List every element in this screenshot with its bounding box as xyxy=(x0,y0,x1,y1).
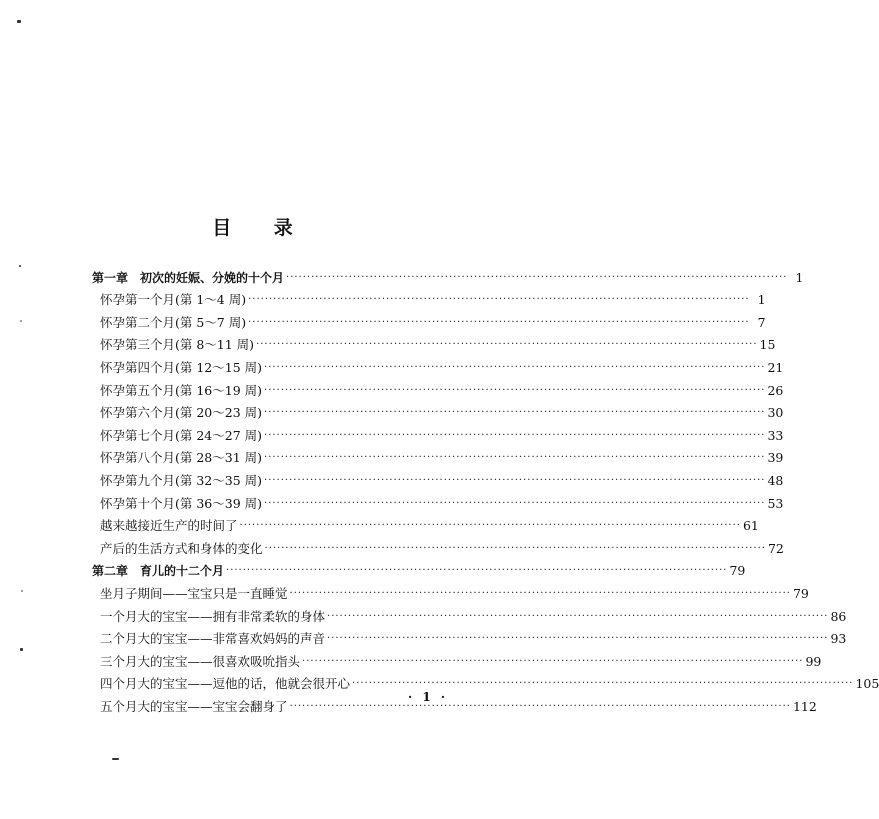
scan-speck xyxy=(20,320,22,322)
toc-entry-page: 105 xyxy=(855,676,879,692)
dot-leader: ························································································································ xyxy=(289,587,791,599)
toc-entry-label: 怀孕第十个月(第 36～39 周) xyxy=(100,495,263,511)
dot-leader: ························································································································ xyxy=(302,655,804,667)
toc-entry xyxy=(92,285,766,308)
toc-entry-label: 四个月大的宝宝——逗他的话，他就会很开心 xyxy=(100,676,351,692)
page-number: · 1 · xyxy=(408,690,449,704)
toc-chapter xyxy=(92,262,804,285)
toc-entry-page: 48 xyxy=(767,472,784,488)
dot-leader: ························································································································ xyxy=(264,452,766,464)
toc-entry-page: 79 xyxy=(792,585,809,601)
toc-entry xyxy=(92,398,784,421)
toc-entry xyxy=(92,352,784,375)
scan-speck xyxy=(19,265,21,267)
toc-entry-page: 1 xyxy=(795,269,804,285)
dot-leader: ························································································································ xyxy=(264,474,766,486)
toc-entry-label: 怀孕第七个月(第 24～27 周) xyxy=(100,427,263,443)
toc-entry-page: 79 xyxy=(729,563,746,579)
dot-leader: ························································································································ xyxy=(264,407,766,419)
toc-entry-label: 怀孕第二个月(第 5～7 周) xyxy=(100,314,247,330)
toc-entry-page: 15 xyxy=(759,337,776,353)
toc-entry-page: 1 xyxy=(757,292,766,308)
toc-entry-label: 怀孕第八个月(第 28～31 周) xyxy=(100,450,263,466)
toc-entry xyxy=(92,578,809,601)
toc-entry xyxy=(92,488,784,511)
toc-entry-label: 怀孕第三个月(第 8～11 周) xyxy=(100,337,255,353)
toc-entry xyxy=(92,307,766,330)
dot-leader: ························································································································ xyxy=(264,429,766,441)
dot-leader: ························································································································ xyxy=(286,271,788,283)
toc-entry xyxy=(92,420,784,443)
toc-entry xyxy=(92,533,784,556)
toc-entry-page: 93 xyxy=(830,631,847,647)
toc-entry-label: 怀孕第九个月(第 32～35 周) xyxy=(100,472,263,488)
toc-entry xyxy=(92,443,784,466)
table-of-contents xyxy=(92,262,879,714)
toc-entry-page: 39 xyxy=(767,450,784,466)
toc-entry xyxy=(92,375,784,398)
toc-entry xyxy=(92,646,822,669)
toc-entry-label: 坐月子期间——宝宝只是一直睡觉 xyxy=(100,585,288,601)
toc-entry-page: 33 xyxy=(767,427,784,443)
toc-entry-page: 72 xyxy=(767,540,784,556)
scan-speck xyxy=(112,758,119,760)
toc-entry-label: 三个月大的宝宝——很喜欢吸吮指头 xyxy=(100,653,301,669)
toc-entry xyxy=(92,669,879,692)
toc-entry-label: 怀孕第六个月(第 20～23 周) xyxy=(100,405,263,421)
toc-entry xyxy=(92,465,784,488)
scan-speck xyxy=(20,648,23,651)
dot-leader: ························································································································ xyxy=(226,565,728,577)
dot-leader: ························································································································ xyxy=(264,384,766,396)
scan-speck xyxy=(17,20,21,23)
dot-leader: ························································································································ xyxy=(264,542,766,554)
toc-entry-label: 第一章 初次的妊娠、分娩的十个月 xyxy=(92,270,285,285)
toc-chapter xyxy=(92,556,746,579)
toc-entry-page: 53 xyxy=(767,495,784,511)
toc-entry-page: 30 xyxy=(767,405,784,421)
dot-leader: ························································································································ xyxy=(256,339,758,351)
toc-entry xyxy=(92,624,847,647)
toc-entry-page: 26 xyxy=(767,382,784,398)
toc-entry-page: 61 xyxy=(742,518,759,534)
toc-entry-label: 第二章 育儿的十二个月 xyxy=(92,564,225,579)
dot-leader: ························································································································ xyxy=(327,633,829,645)
toc-entry-label: 怀孕第四个月(第 12～15 周) xyxy=(100,359,263,375)
toc-entry-page: 21 xyxy=(767,359,784,375)
toc-entry-label: 产后的生活方式和身体的变化 xyxy=(100,540,263,556)
toc-entry-page: 7 xyxy=(757,314,766,330)
toc-entry-page: 86 xyxy=(830,608,847,624)
toc-entry-page: 112 xyxy=(792,698,817,714)
scan-speck xyxy=(21,590,23,592)
dot-leader: ························································································································ xyxy=(248,294,750,306)
dot-leader: ························································································································ xyxy=(352,678,854,690)
toc-entry xyxy=(92,511,759,534)
dot-leader: ························································································································ xyxy=(327,610,829,622)
toc-entry-label: 越来越接近生产的时间了 xyxy=(100,518,238,534)
dot-leader: ························································································································ xyxy=(289,700,791,712)
toc-entry-label: 五个月大的宝宝——宝宝会翻身了 xyxy=(100,698,288,714)
toc-entry xyxy=(92,601,847,624)
dot-leader: ························································································································ xyxy=(264,497,766,509)
toc-entry-page: 99 xyxy=(805,653,822,669)
page-title: 目 录 xyxy=(212,217,311,239)
dot-leader: ························································································································ xyxy=(239,520,741,532)
dot-leader: ························································································································ xyxy=(248,316,750,328)
toc-entry-label: 怀孕第五个月(第 16～19 周) xyxy=(100,382,263,398)
toc-entry-label: 一个月大的宝宝——拥有非常柔软的身体 xyxy=(100,608,326,624)
toc-entry xyxy=(92,691,817,714)
toc-entry xyxy=(92,330,776,353)
toc-entry-label: 怀孕第一个月(第 1～4 周) xyxy=(100,292,247,308)
toc-entry-label: 二个月大的宝宝——非常喜欢妈妈的声音 xyxy=(100,631,326,647)
dot-leader: ························································································································ xyxy=(264,361,766,373)
